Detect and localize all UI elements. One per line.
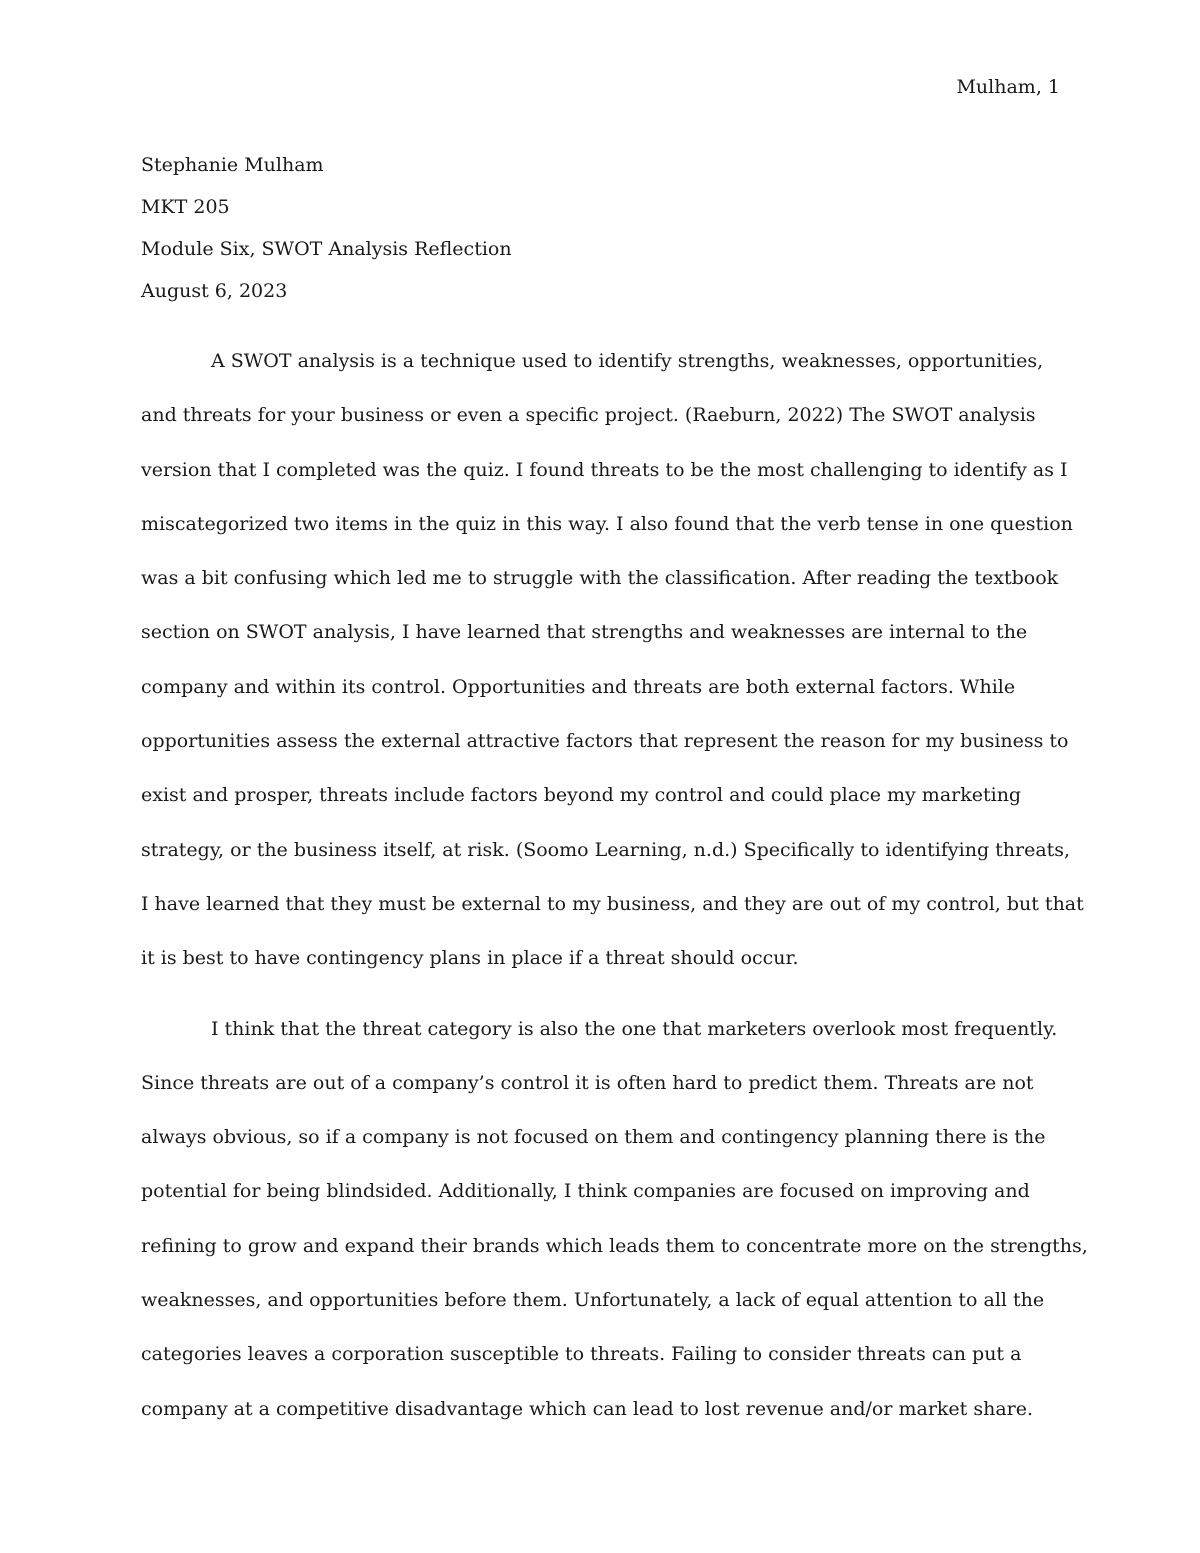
document-date: August 6, 2023	[141, 280, 288, 302]
paragraph-1	[141, 334, 1084, 986]
text-line: Since threats are out of a company’s control it is often hard to predict them. Threats are not	[141, 1071, 1034, 1094]
text-line: strategy, or the business itself, at risk. (Soomo Learning, n.d.) Specifically to identifying threats,	[141, 838, 1071, 861]
text-line: always obvious, so if a company is not focused on them and contingency planning there is the	[141, 1126, 1046, 1149]
text-line: weaknesses, and opportunities before them. Unfortunately, a lack of equal attention to all the	[141, 1289, 1045, 1312]
text-line: company and within its control. Opportunities and threats are both external factors. While	[141, 675, 1016, 698]
text-line: was a bit confusing which led me to struggle with the classification. After reading the textbook	[141, 567, 1059, 590]
student-name: Stephanie Mulham	[141, 154, 324, 176]
paragraph-2	[141, 1002, 1088, 1436]
text-line: A SWOT analysis is a technique used to identify strengths, weaknesses, opportunities,	[211, 350, 1044, 372]
body-text	[141, 334, 1088, 1452]
assignment-title: Module Six, SWOT Analysis Reflection	[141, 238, 512, 260]
text-line: and threats for your business or even a specific project. (Raeburn, 2022) The SWOT analysis	[141, 404, 1036, 427]
text-line: refining to grow and expand their brands which leads them to concentrate more on the strengths,	[141, 1234, 1088, 1257]
text-line: company at a competitive disadvantage which can lead to lost revenue and/or market share.	[141, 1397, 1034, 1420]
text-line: categories leaves a corporation susceptible to threats. Failing to consider threats can put a	[141, 1343, 1022, 1366]
mla-heading	[141, 144, 1059, 312]
text-line: I have learned that they must be external to my business, and they are out of my control, but that	[141, 892, 1084, 915]
text-line: miscategorized two items in the quiz in this way. I also found that the verb tense in one question	[141, 512, 1073, 535]
text-line: version that I completed was the quiz. I found threats to be the most challenging to identify as I	[141, 458, 1068, 481]
text-line: it is best to have contingency plans in place if a threat should occur.	[141, 947, 799, 970]
text-line: exist and prosper, threats include factors beyond my control and could place my marketing	[141, 784, 1022, 807]
text-line: opportunities assess the external attractive factors that represent the reason for my business to	[141, 730, 1069, 753]
course-name: MKT 205	[141, 196, 230, 218]
running-head: Mulham, 1	[956, 76, 1060, 98]
text-line: section on SWOT analysis, I have learned that strengths and weaknesses are internal to the	[141, 621, 1028, 644]
text-line: I think that the threat category is also the one that marketers overlook most frequently.	[211, 1017, 1058, 1040]
text-line: potential for being blindsided. Additionally, I think companies are focused on improving and	[141, 1180, 1030, 1203]
